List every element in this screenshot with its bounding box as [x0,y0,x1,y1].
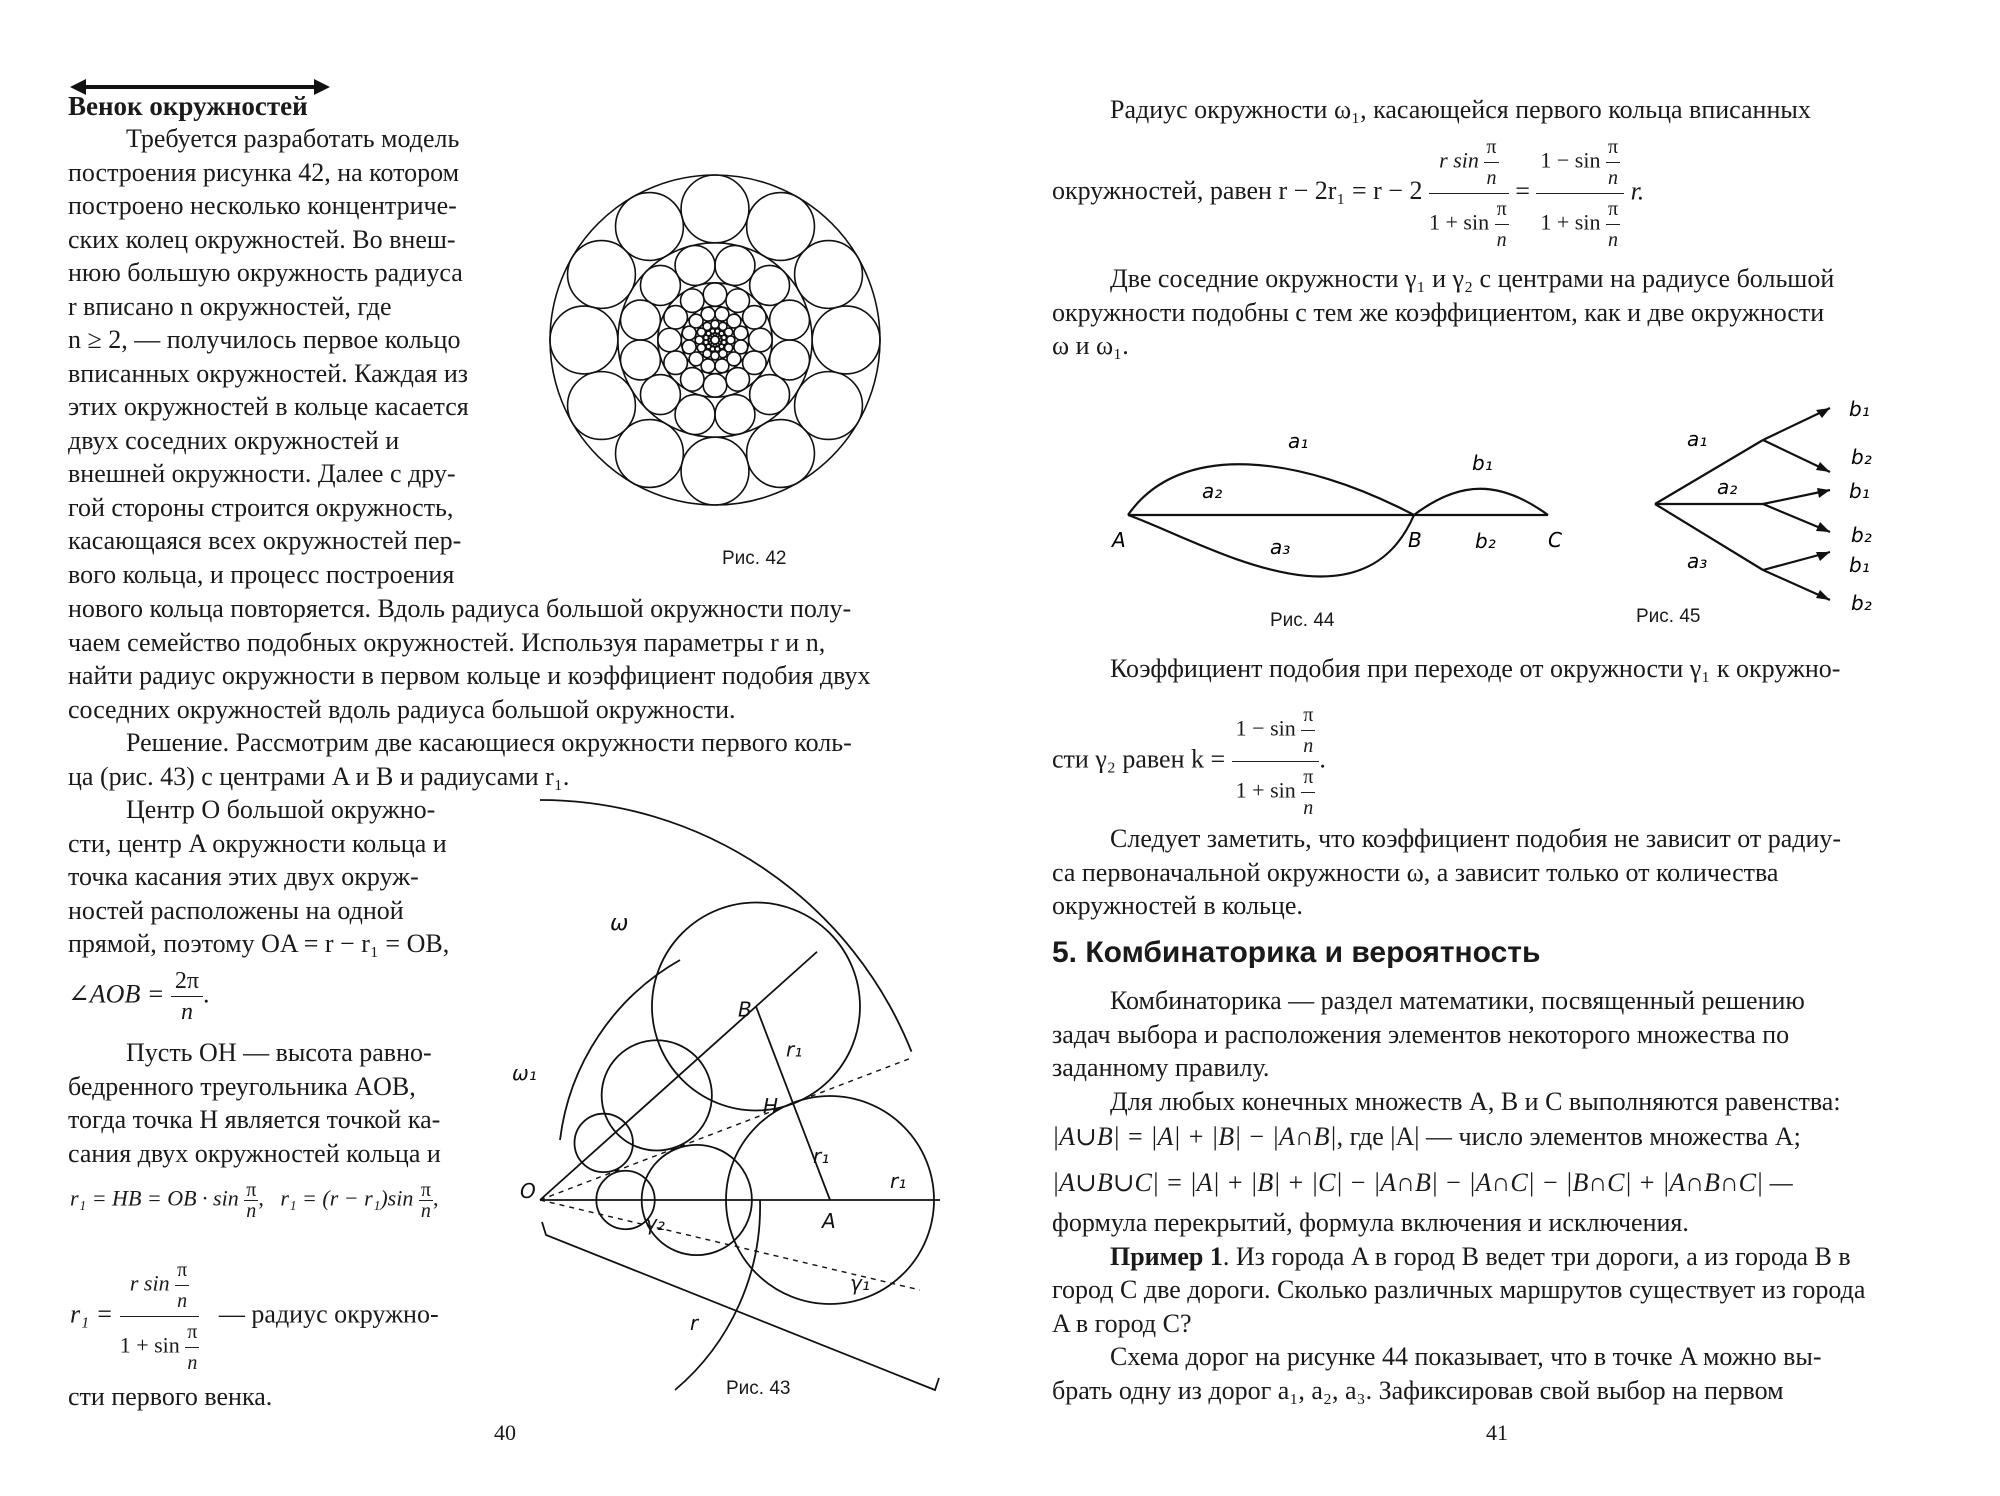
inclusion-formula-2 [1052,1166,1793,1199]
formula-part: r₁ = (r − r₁)sin [280,1185,414,1211]
text-line: Коэффициент подобия при переходе от окружности γ₁ к окружно- [1110,654,1841,683]
text-line: внешней окружности. Далее с дру- [68,459,456,488]
text-line: нюю большую окружность радиуса [68,258,463,287]
text-line: Радиус окружности ω₁, касающейся первого кольца вписанных [1110,95,1811,124]
label-B: B [737,997,752,1022]
figure-43-caption: Рис. 43 [726,1378,791,1399]
formula-part: 1 + sin [1540,209,1601,235]
r1-formula-row: r₁ = HB = OB · sin $\frac{\pi}{n}$ , r₁ = (r − r₁)sin $\frac{\pi}{n}$ , [70,1179,439,1222]
label-a3: a₃ [1687,549,1708,573]
ring-circle [812,306,880,374]
omega-arc [540,800,911,1052]
pi: π [1495,194,1509,225]
ring-circle [749,328,773,352]
label-gamma2: γ₂ [645,1211,665,1235]
ring-circle [695,336,703,344]
figure-42-caption: Рис. 42 [722,548,787,569]
inner-ring-boundary [618,243,812,437]
n: n [187,1352,198,1374]
formula-part: . [1319,744,1326,774]
figure-44-road-scheme [1100,420,1600,600]
n: n [420,1200,431,1222]
ring-circle [616,193,684,261]
label-r1: r₁ [785,1037,803,1062]
ring-circle [568,372,636,440]
ring-circle [715,395,755,435]
inclusion-formula-1 [1052,1120,1801,1153]
omega1-radius-formula [1052,132,1644,252]
formula-part: |A∪B∪C| = |A| + |B| + |C| − |A∩B| − |A∩C| − |B∩C| + |A∩B∩C| — [1052,1168,1793,1197]
pi: π [246,1179,257,1201]
ring-circle [701,307,715,321]
angle-formula: ∠AOB = $\frac{2\pi}{n}$ . [68,968,210,1025]
text-line: Следует заметить, что коэффициент подобия не зависит от радиу- [1110,824,1842,853]
text-line: Центр O большой окружно- [126,795,436,824]
pi: π [1606,132,1620,163]
n: n [246,1200,257,1222]
ring-circle [703,283,727,307]
center-paragraph [68,793,492,961]
ring-circle [682,340,696,354]
formula-part: r. [1630,176,1645,206]
label-r: r [690,1311,699,1335]
ring-circle [703,374,727,398]
text-line: брать одну из дорог a₁, a₂, a₃. Зафиксировав свой выбор на первом [1052,1375,1784,1405]
outer-circle [550,175,880,505]
formula-part: сти γ₂ равен k = [1052,744,1226,774]
section-heading: 5. Комбинаторика и вероятность [1052,936,1541,969]
text-line: построения рисунка 42, на котором [68,157,460,187]
label-C: C [1548,528,1562,552]
text-line: гой стороны строится окружность, [68,492,454,522]
n: n [1608,229,1618,251]
formula-part: r sin [1439,147,1479,173]
text-line: Комбинаторика — раздел математики, посвященный решению [1110,986,1805,1015]
label-b1: b₁ [1472,451,1493,475]
label-omega1: ω₁ [512,1061,537,1085]
pi: π [1301,762,1315,793]
example-paragraph [1052,1206,1936,1407]
text-line: Схема дорог на рисунке 44 показывает, что в точке A можно вы- [1110,1342,1822,1371]
text-line: n ≥ 2, — получилось первое кольцо [68,325,461,354]
ring-circle [715,245,755,285]
label-b2: b₂ [1475,529,1496,553]
text-line: вого кольца, и процесс построения [68,559,455,589]
similar-paragraph [1052,262,1936,363]
formula-part: r₁ = HB = OB · sin [70,1185,239,1211]
text-line: Для любых конечных множеств A, B и C выполняются равенства: [1110,1086,1841,1116]
ring-circle [620,300,660,340]
text-line: A в город C? [1052,1308,1192,1338]
bisector-OH-line [540,1057,914,1200]
text-line: точка касания этих двух окруж- [68,862,419,891]
label-r1: r₁ [890,1169,907,1193]
text-line: касающаяся всех окружностей пер- [68,526,462,555]
text-line: сания двух окружностей кольца и [68,1138,441,1168]
text-line: чаем семейство подобных окружностей. Используя параметры r и n, [68,627,826,657]
ring-circle [747,420,815,488]
formula-part: , где |A| — число элементов множества A; [1336,1122,1801,1151]
pi: π [1606,194,1620,225]
equals-sign: = [1515,176,1530,206]
label-gamma1: γ₁ [850,1271,870,1295]
road-b1 [1414,489,1548,515]
ring-circle [675,245,715,285]
text-line: Две соседние окружности γ₁ и γ₂ с центрами на радиусе большой [1110,264,1835,293]
ring-circle [727,336,735,344]
formula-part: окружностей, равен r − 2r₁ = r − 2 [1052,176,1423,206]
text-line: Решение. Рассмотрим две касающиеся окружности первого коль- [126,728,852,757]
radius-r-bracket [542,1222,939,1390]
pi: π [185,1317,199,1348]
text-line: r вписано n окружностей, где [68,291,392,321]
comb-paragraph [1052,984,1936,1118]
text-line: двух соседних окружностей и [68,425,400,455]
text-line: соседних окружностей вдоль радиуса большой окружности. [68,694,736,724]
text-line: ца (рис. 43) с центрами A и B и радиусами r₁. [68,761,570,791]
formula-part: 1 − sin [1540,147,1601,173]
text-line: окружности подобны с тем же коэффициентом, как и две окружности [1052,297,1825,327]
text-line: ω и ω₁. [1052,331,1129,360]
n: n [177,1290,188,1312]
formula-part: 1 + sin [119,1332,180,1358]
text-line: найти радиус окружности в первом кольце и коэффициент подобия двух [68,661,871,690]
label-b2: b₂ [1851,591,1872,615]
inner-ring-boundary [695,320,735,360]
formula-part: |A∪B| = |A| + |B| − |A∩B| [1052,1122,1337,1151]
ring-circle [620,340,660,380]
figure-43-tangent-circles [512,800,960,1390]
ring-circle [795,241,863,309]
figure-45-caption: Рис. 45 [1636,606,1701,627]
label-b1: b₁ [1849,553,1870,577]
text-line: Пусть OH — высота равно- [126,1038,432,1067]
text-line: сти первого венка. [68,1382,273,1411]
page-number: 41 [1486,1420,1508,1445]
figure-42-circle-wreath [545,130,885,550]
wide-paragraph [68,592,952,793]
text-line: . Из города A в город B ведет три дороги, а из города B в [1222,1241,1851,1271]
label-a1: a₁ [1687,427,1708,451]
label-B: B [1408,528,1422,552]
k-formula [1052,700,1326,823]
label-b2: b₂ [1851,445,1872,469]
text-line: этих окружностей в кольце касается [68,392,469,421]
label-a1: a₁ [1288,429,1309,453]
label-O: O [520,1179,536,1203]
pi: π [1484,132,1498,163]
omega1-lower-arc [675,1200,760,1390]
label-A: A [822,1209,836,1233]
text-line: формула перекрытий, формула включения и исключения. [1052,1208,1689,1237]
formula-part: 1 − sin [1235,715,1296,741]
page-number: 40 [494,1420,516,1445]
label-A: A [1112,528,1126,552]
text-line: Требуется разработать модель [126,124,460,153]
ring-circle [681,175,749,243]
n: n [1608,167,1618,189]
oh-paragraph [68,1036,492,1170]
ring-circle [681,437,749,505]
label-omega: ω [610,911,629,936]
formula-part: r sin [129,1270,170,1296]
text-line: сти, центр A окружности кольца и [68,828,447,858]
label-a2: a₂ [1202,479,1223,503]
intro-paragraph [68,122,524,591]
label-a2: a₂ [1717,475,1738,499]
text-line: город C две дороги. Сколько различных маршрутов существует из города [1052,1275,1866,1304]
ring-circle [550,306,618,374]
ring-circle [715,359,729,373]
text-line: задач выбора и расположения элементов некоторого множества по [1052,1019,1790,1049]
formula-text: — радиус окружно- [218,1299,439,1329]
ring-circle [711,352,719,360]
angle-label: ∠AOB = [68,979,165,1009]
text-line: ских колец окружностей. Во внеш- [68,224,456,254]
fraction-numerator: 2π [171,966,203,997]
text-line: нового кольца повторяется. Вдоль радиуса большой окружности полу- [68,594,852,623]
road-a1 [1128,464,1414,515]
fraction-denominator: n [180,999,193,1025]
pi: π [1301,700,1315,731]
text-line: ностей расположены на одной [68,895,404,925]
label-r1: r₁ [812,1144,830,1169]
formula-part: 1 + sin [1428,209,1490,235]
inner-ring-boundary [658,283,772,397]
ring-circle [734,326,748,340]
ring-circle [770,300,810,340]
figure-44-caption: Рис. 44 [1270,610,1335,631]
text-line: тогда точка H является точкой ка- [68,1105,441,1134]
radius-OB-line [540,952,817,1200]
text-line: прямой, поэтому OA = r − r₁ = OB, [68,929,450,958]
text-line: окружностей в кольце. [1052,891,1303,920]
label-b1: b₁ [1849,479,1870,503]
figure-45-tree [1645,392,1965,632]
n: n [1496,229,1507,251]
right-page [1000,0,2000,1496]
label-H: H [762,1094,779,1119]
text-line: заданному правилу. [1052,1053,1270,1082]
ring-circle [658,328,682,352]
text-line: са первоначальной окружности ω, а зависит только от количества [1052,857,1779,887]
pi: π [175,1255,189,1286]
n: n [1303,735,1314,757]
text-line: вписанных окружностей. Каждая из [68,358,469,388]
label-b2: b₂ [1851,523,1872,547]
text-line: бедренного треугольника AOB, [68,1071,416,1101]
label-b1: b₁ [1849,397,1870,421]
inner-ring-boundary [711,336,719,344]
pi: π [420,1179,431,1201]
n: n [1303,797,1314,819]
section-title: Венок окружностей [68,91,308,121]
note-paragraph [1052,822,1936,923]
formula-part: r₁ = [70,1299,114,1329]
text-line: построено несколько концентриче- [68,191,457,220]
r1-result-formula [70,1255,439,1378]
example-label: Пример 1 [1110,1241,1223,1271]
ring-circle [770,340,810,380]
ring-circle [711,320,719,328]
label-a3: a₃ [1270,535,1291,559]
ring-circle [675,395,715,435]
formula-part: 1 + sin [1235,777,1296,803]
n: n [1486,167,1497,189]
